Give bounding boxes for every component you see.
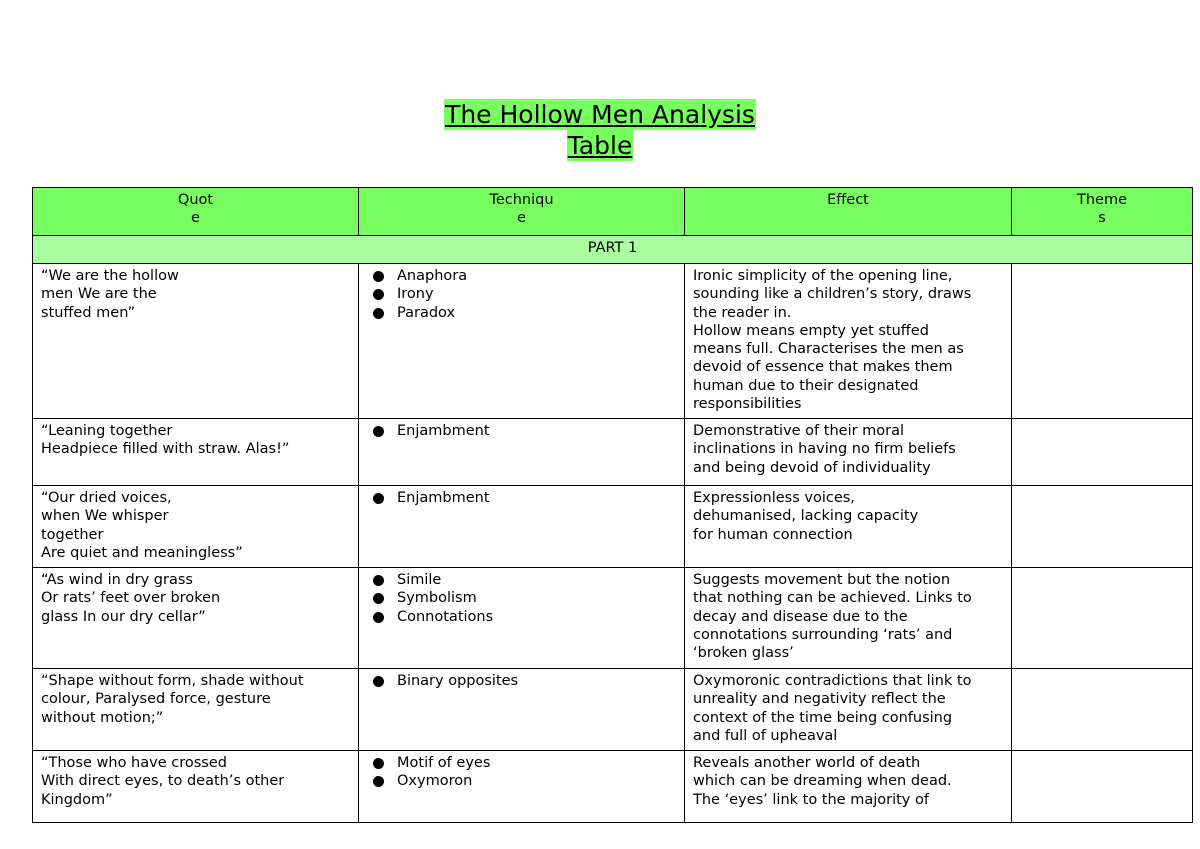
- effect-cell: [685, 419, 1012, 486]
- quote-line: “We are the hollow: [41, 268, 179, 284]
- header-effect: [685, 188, 1012, 236]
- quote-line: glass In our dry cellar”: [41, 608, 206, 625]
- effect-line: devoid of essence that makes them: [693, 359, 953, 376]
- header-themes: [1012, 188, 1193, 236]
- technique-item: [397, 772, 676, 790]
- effect-cell: [685, 568, 1012, 669]
- technique-cell: [359, 486, 685, 568]
- quote-line: without motion;”: [41, 709, 164, 726]
- document-title: [0, 99, 1200, 161]
- title-line-1: The Hollow Men Analysis: [445, 100, 755, 129]
- themes-cell: [1012, 264, 1193, 419]
- bullet-icon: [373, 289, 384, 300]
- analysis-table: [32, 187, 1193, 823]
- table-row: [33, 751, 1193, 823]
- header-themes-part-1: Theme: [1076, 192, 1127, 208]
- header-themes-part-2: s: [1098, 210, 1106, 227]
- technique-label: Paradox: [397, 304, 456, 321]
- quote-cell: [33, 419, 359, 486]
- table-row: [33, 669, 1193, 751]
- effect-line: Suggests movement but the notion: [693, 572, 951, 588]
- effect-line: The ‘eyes’ link to the majority of: [693, 791, 929, 808]
- technique-label: Anaphora: [397, 268, 468, 284]
- effect-line: connotations surrounding ‘rats’ and: [693, 626, 953, 643]
- bullet-icon: [373, 593, 384, 604]
- header-technique: [359, 188, 685, 236]
- effect-line: and full of upheaval: [693, 727, 838, 744]
- quote-line: Or rats’ feet over broken: [41, 590, 221, 607]
- quote-line: “Those who have crossed: [41, 755, 227, 771]
- bullet-icon: [373, 758, 384, 769]
- themes-cell: [1012, 751, 1193, 823]
- effect-line: unreality and negativity reflect the: [693, 691, 946, 708]
- technique-label: Simile: [397, 572, 442, 588]
- effect-line: which can be dreaming when dead.: [693, 773, 952, 790]
- bullet-icon: [373, 776, 384, 787]
- effect-line: Demonstrative of their moral: [693, 423, 905, 439]
- part-label: PART 1: [33, 236, 1193, 264]
- quote-line: stuffed men”: [41, 304, 136, 321]
- effect-line: for human connection: [693, 526, 853, 543]
- effect-cell: [685, 751, 1012, 823]
- technique-list: [367, 489, 676, 507]
- quote-line: “As wind in dry grass: [41, 572, 193, 588]
- quote-line: With direct eyes, to death’s other: [41, 773, 285, 790]
- effect-line: decay and disease due to the: [693, 608, 908, 625]
- themes-cell: [1012, 669, 1193, 751]
- bullet-icon: [373, 612, 384, 623]
- bullet-icon: [373, 493, 384, 504]
- quote-cell: [33, 751, 359, 823]
- effect-cell: [685, 486, 1012, 568]
- technique-item: [397, 489, 676, 507]
- technique-label: Motif of eyes: [397, 755, 491, 771]
- technique-list: [367, 267, 676, 322]
- quote-cell: [33, 486, 359, 568]
- effect-line: sounding like a children’s story, draws: [693, 286, 972, 303]
- technique-label: Oxymoron: [397, 773, 473, 790]
- quote-cell: [33, 568, 359, 669]
- quote-line: when We whisper: [41, 508, 169, 525]
- technique-label: Enjambment: [397, 423, 490, 439]
- effect-line: ‘broken glass’: [693, 645, 794, 662]
- technique-label: Binary opposites: [397, 673, 519, 689]
- themes-cell: [1012, 486, 1193, 568]
- themes-cell: [1012, 419, 1193, 486]
- header-technique-part-2: e: [517, 210, 526, 227]
- table-row: [33, 568, 1193, 669]
- bullet-icon: [373, 308, 384, 319]
- quote-line: men We are the: [41, 286, 157, 303]
- technique-cell: [359, 419, 685, 486]
- header-quote: [33, 188, 359, 236]
- technique-item: [397, 285, 676, 303]
- technique-item: [397, 422, 676, 440]
- part-row: [33, 236, 1193, 264]
- quote-line: colour, Paralysed force, gesture: [41, 691, 271, 708]
- technique-list: [367, 571, 676, 626]
- effect-line: dehumanised, lacking capacity: [693, 508, 919, 525]
- technique-item: [397, 608, 676, 626]
- effect-line: Oxymoronic contradictions that link to: [693, 673, 972, 689]
- technique-label: Irony: [397, 286, 434, 303]
- table-row: [33, 419, 1193, 486]
- effect-line: Reveals another world of death: [693, 755, 921, 771]
- technique-cell: [359, 669, 685, 751]
- bullet-icon: [373, 426, 384, 437]
- quote-line: “Our dried voices,: [41, 490, 172, 506]
- quote-line: together: [41, 526, 104, 543]
- effect-line: inclinations in having no firm beliefs: [693, 441, 956, 458]
- effect-line: and being devoid of individuality: [693, 459, 931, 476]
- technique-list: [367, 672, 676, 690]
- technique-cell: [359, 751, 685, 823]
- header-technique-part-1: Techniqu: [489, 192, 554, 208]
- themes-cell: [1012, 568, 1193, 669]
- quote-line: Headpiece filled with straw. Alas!”: [41, 441, 290, 458]
- table-row: [33, 486, 1193, 568]
- technique-item: [397, 304, 676, 322]
- technique-item: [397, 267, 676, 285]
- technique-cell: [359, 264, 685, 419]
- technique-item: [397, 589, 676, 607]
- effect-line: human due to their designated: [693, 377, 919, 394]
- header-quote-part-1: Quot: [177, 192, 214, 208]
- quote-line: Are quiet and meaningless”: [41, 544, 243, 561]
- quote-line: “Leaning together: [41, 423, 173, 439]
- technique-label: Symbolism: [397, 590, 477, 607]
- technique-item: [397, 754, 676, 772]
- effect-cell: [685, 669, 1012, 751]
- effect-line: the reader in.: [693, 304, 792, 321]
- effect-line: Expressionless voices,: [693, 490, 855, 506]
- technique-item: [397, 571, 676, 589]
- header-effect-part-1: Effect: [827, 192, 869, 208]
- technique-label: Enjambment: [397, 490, 490, 506]
- technique-cell: [359, 568, 685, 669]
- quote-cell: [33, 669, 359, 751]
- bullet-icon: [373, 575, 384, 586]
- effect-line: Hollow means empty yet stuffed: [693, 322, 929, 339]
- technique-list: [367, 422, 676, 440]
- effect-line: Ironic simplicity of the opening line,: [693, 268, 953, 284]
- effect-line: means full. Characterises the men as: [693, 341, 964, 358]
- table-row: [33, 264, 1193, 419]
- header-quote-part-2: e: [191, 210, 200, 227]
- quote-cell: [33, 264, 359, 419]
- effect-line: context of the time being confusing: [693, 709, 953, 726]
- header-row: [33, 188, 1193, 236]
- effect-line: responsibilities: [693, 396, 802, 413]
- technique-label: Connotations: [397, 608, 494, 625]
- effect-cell: [685, 264, 1012, 419]
- bullet-icon: [373, 676, 384, 687]
- quote-line: “Shape without form, shade without: [41, 673, 304, 689]
- quote-line: Kingdom”: [41, 791, 113, 808]
- title-line-2: Table: [567, 131, 633, 160]
- technique-list: [367, 754, 676, 791]
- bullet-icon: [373, 271, 384, 282]
- technique-item: [397, 672, 676, 690]
- effect-line: that nothing can be achieved. Links to: [693, 590, 972, 607]
